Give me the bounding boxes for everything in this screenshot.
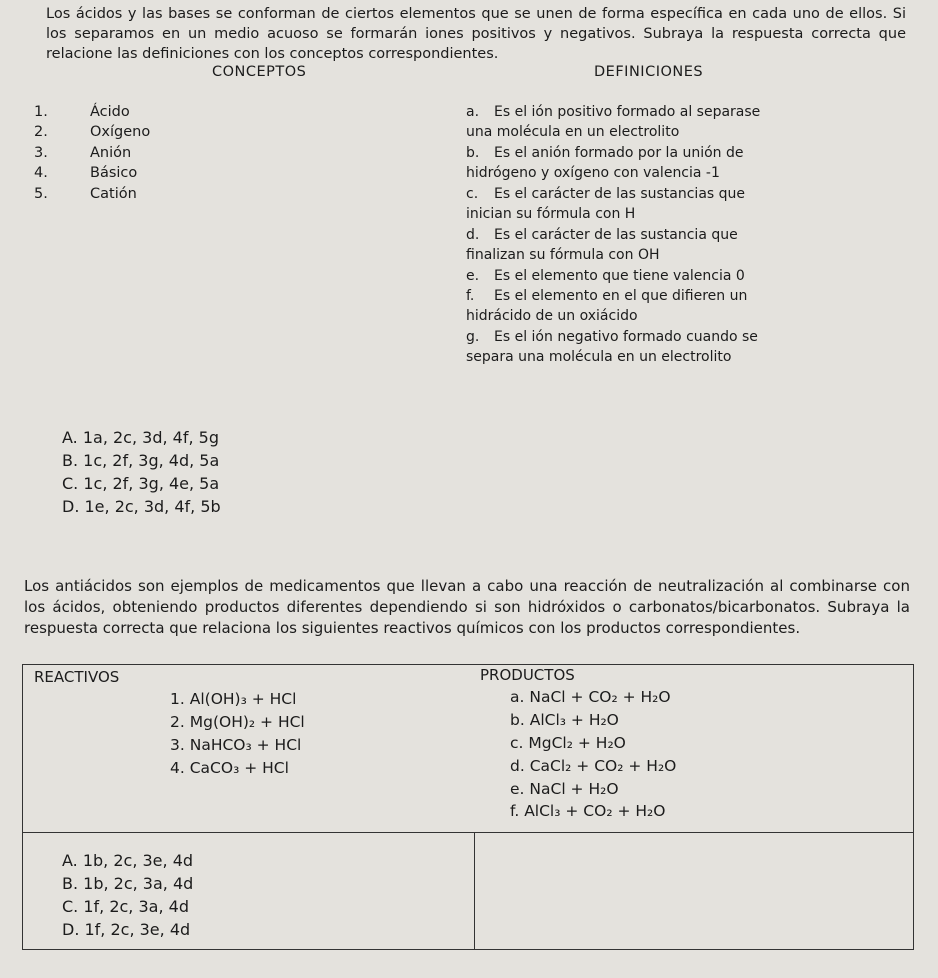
producto-item — [510, 802, 665, 820]
definition-text: Es el elemento que tiene valencia 0 — [494, 268, 745, 284]
concepts-header: CONCEPTOS — [212, 64, 307, 80]
producto-formula: AlCl₃ + H₂O — [529, 711, 619, 729]
producto-letter: a. — [510, 688, 525, 706]
answer-option-a[interactable]: A. 1a, 2c, 3d, 4f, 5g — [62, 428, 219, 447]
definition-e — [466, 268, 745, 284]
producto-item — [510, 734, 626, 752]
concept-label: Ácido — [90, 104, 130, 120]
producto-letter: c. — [510, 734, 524, 752]
definition-d — [466, 227, 738, 243]
definition-a — [466, 104, 760, 120]
concept-number: 5. — [34, 186, 48, 202]
reactivo-number: 1. — [170, 690, 185, 708]
definition-letter: f. — [466, 288, 475, 304]
concept-number: 4. — [34, 165, 48, 181]
definition-letter: d. — [466, 227, 480, 243]
definition-text: Es el elemento en el que difieren un — [494, 288, 748, 304]
reaction-option-a[interactable]: A. 1b, 2c, 3e, 4d — [62, 851, 194, 870]
answer-option-b[interactable]: B. 1c, 2f, 3g, 4d, 5a — [62, 451, 220, 470]
concept-label: Anión — [90, 145, 132, 161]
producto-item — [510, 711, 619, 729]
definition-d-cont: finalizan su fórmula con OH — [466, 247, 660, 263]
producto-letter: f. — [510, 802, 520, 820]
concept-number: 2. — [34, 124, 48, 140]
concept-number: 1. — [34, 104, 48, 120]
reactivo-number: 4. — [170, 759, 185, 777]
definition-text: Es el carácter de las sustancia que — [494, 227, 738, 243]
answer-option-d[interactable]: D. 1e, 2c, 3d, 4f, 5b — [62, 497, 221, 516]
reaction-option-d[interactable]: D. 1f, 2c, 3e, 4d — [62, 920, 191, 939]
definition-letter: c. — [466, 186, 479, 202]
definition-a-cont: una molécula en un electrolito — [466, 124, 680, 140]
producto-item — [510, 688, 671, 706]
reactivo-item — [170, 690, 296, 708]
concept-label: Catión — [90, 186, 137, 202]
reactivo-item — [170, 713, 305, 731]
definition-b — [466, 145, 744, 161]
producto-formula: NaCl + H₂O — [529, 780, 619, 798]
concept-item — [34, 186, 137, 202]
concept-label: Oxígeno — [90, 124, 151, 140]
intro-paragraph: Los ácidos y las bases se conforman de ciertos elementos que se unen de forma específica en cada uno de ellos. Si los separamos en un medio acuoso se formarán iones positivos y negativos. Subraya la respuesta correcta que relacione las definiciones con los conceptos correspondientes. — [46, 6, 906, 62]
reactivo-formula: CaCO₃ + HCl — [189, 759, 289, 777]
definition-text: Es el anión formado por la unión de — [494, 145, 744, 161]
reactivo-item — [170, 759, 289, 777]
definitions-header: DEFINICIONES — [594, 64, 704, 80]
producto-item — [510, 757, 676, 775]
reactivo-item — [170, 736, 301, 754]
reactivo-formula: Al(OH)₃ + HCl — [189, 690, 297, 708]
section2-paragraph: Los antiácidos son ejemplos de medicamentos que llevan a cabo una reacción de neutralización al combinarse con los ácidos, obteniendo productos diferentes dependiendo si son hidróxidos o carbonatos/bicarbonatos. Subraya la respuesta correcta que relaciona los siguientes reactivos químicos con los productos correspondientes. — [24, 577, 910, 637]
table-column-divider — [474, 832, 475, 950]
producto-letter: b. — [510, 711, 525, 729]
definition-f-cont: hidrácido de un oxiácido — [466, 308, 638, 324]
reaction-option-c[interactable]: C. 1f, 2c, 3a, 4d — [62, 897, 189, 916]
concept-item — [34, 165, 137, 181]
definition-letter: e. — [466, 268, 480, 284]
producto-letter: d. — [510, 757, 525, 775]
definition-c-cont: inician su fórmula con H — [466, 206, 636, 222]
reactivo-formula: NaHCO₃ + HCl — [189, 736, 302, 754]
producto-formula: NaCl + CO₂ + H₂O — [529, 688, 671, 706]
definition-text: Es el carácter de las sustancias que — [494, 186, 746, 202]
productos-header: PRODUCTOS — [480, 666, 575, 684]
reactivo-number: 3. — [170, 736, 185, 754]
definition-letter: a. — [466, 104, 480, 120]
answer-option-c[interactable]: C. 1c, 2f, 3g, 4e, 5a — [62, 474, 220, 493]
reaction-option-b[interactable]: B. 1b, 2c, 3a, 4d — [62, 874, 194, 893]
producto-formula: MgCl₂ + H₂O — [528, 734, 626, 752]
producto-formula: AlCl₃ + CO₂ + H₂O — [524, 802, 666, 820]
definition-f — [466, 288, 747, 304]
definition-b-cont: hidrógeno y oxígeno con valencia -1 — [466, 165, 720, 181]
definition-letter: b. — [466, 145, 480, 161]
concept-label: Básico — [90, 165, 138, 181]
table-divider — [22, 832, 914, 833]
definition-text: Es el ión negativo formado cuando se — [494, 329, 758, 345]
producto-item — [510, 780, 619, 798]
concept-number: 3. — [34, 145, 48, 161]
definition-text: Es el ión positivo formado al separase — [494, 104, 761, 120]
concept-item — [34, 145, 131, 161]
reactivo-number: 2. — [170, 713, 185, 731]
producto-letter: e. — [510, 780, 525, 798]
definition-g-cont: separa una molécula en un electrolito — [466, 349, 732, 365]
producto-formula: CaCl₂ + CO₂ + H₂O — [529, 757, 677, 775]
reactivos-header: REACTIVOS — [34, 668, 120, 686]
definition-g — [466, 329, 758, 345]
concept-item — [34, 124, 150, 140]
concept-item — [34, 104, 130, 120]
reactivo-formula: Mg(OH)₂ + HCl — [189, 713, 305, 731]
definition-c — [466, 186, 745, 202]
definition-letter: g. — [466, 329, 480, 345]
